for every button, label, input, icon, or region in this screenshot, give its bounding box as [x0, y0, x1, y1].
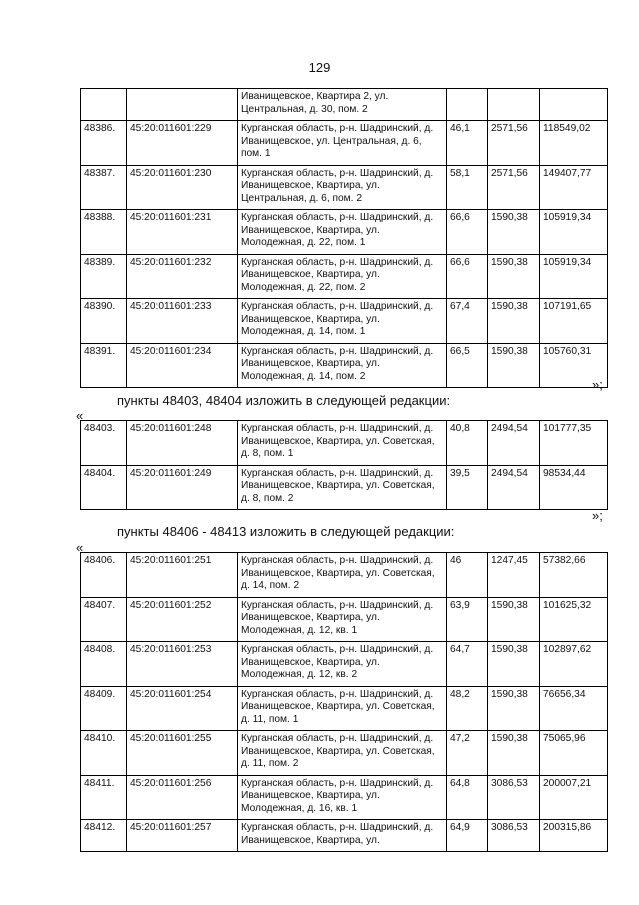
table-row — [81, 121, 608, 166]
table-row — [81, 299, 608, 344]
address: Курганская область, р-н. Шадринский, д. Иванищевское, ул. Центральная, д. 6, пом. 1 — [238, 121, 447, 166]
table-row — [81, 254, 608, 299]
unit-price: 2494,54 — [488, 465, 540, 510]
cadastral-number: 45:20:011601:257 — [127, 820, 238, 852]
cadastral-number: 45:20:011601:249 — [127, 465, 238, 510]
total-value: 102897,62 — [540, 642, 608, 687]
unit-price: 1590,38 — [488, 299, 540, 344]
row-number: 48410. — [81, 731, 127, 776]
closing-quote: »; — [592, 377, 603, 392]
area: 48,2 — [447, 686, 488, 731]
total-value: 57382,66 — [540, 553, 608, 598]
total-value: 118549,02 — [540, 121, 608, 166]
cadastral-number — [127, 89, 238, 121]
cadastral-number: 45:20:011601:256 — [127, 775, 238, 820]
row-number: 48412. — [81, 820, 127, 852]
row-number: 48389. — [81, 254, 127, 299]
address: Курганская область, р-н. Шадринский, д. Иванищевское, Квартира, ул. Молодежная, д. 22, пом. 1 — [238, 210, 447, 255]
unit-price: 3086,53 — [488, 820, 540, 852]
property-table-1 — [80, 88, 608, 388]
area: 64,7 — [447, 642, 488, 687]
table-row — [81, 642, 608, 687]
address: Курганская область, р-н. Шадринский, д. Иванищевское, Квартира, ул. Советская, д. 14, пом. 2 — [238, 553, 447, 598]
total-value: 105919,34 — [540, 254, 608, 299]
unit-price: 1247,45 — [488, 553, 540, 598]
address: Курганская область, р-н. Шадринский, д. Иванищевское, Квартира, ул. Центральная, д. 6, пом. 2 — [238, 165, 447, 210]
cadastral-number: 45:20:011601:252 — [127, 597, 238, 642]
cadastral-number: 45:20:011601:233 — [127, 299, 238, 344]
cadastral-number: 45:20:011601:255 — [127, 731, 238, 776]
table-row — [81, 89, 608, 121]
address: Курганская область, р-н. Шадринский, д. Иванищевское, Квартира, ул. Советская, д. 8, пом. 1 — [238, 421, 447, 466]
address: Курганская область, р-н. Шадринский, д. Иванищевское, Квартира, ул. Молодежная, д. 16, кв. 1 — [238, 775, 447, 820]
address: Курганская область, р-н. Шадринский, д. Иванищевское, Квартира, ул. Молодежная, д. 12, кв. 1 — [238, 597, 447, 642]
area: 66,5 — [447, 343, 488, 388]
area: 63,9 — [447, 597, 488, 642]
property-table-2 — [80, 420, 608, 510]
row-number: 48409. — [81, 686, 127, 731]
cadastral-number: 45:20:011601:230 — [127, 165, 238, 210]
row-number: 48391. — [81, 343, 127, 388]
table-row — [81, 465, 608, 510]
address: Курганская область, р-н. Шадринский, д. Иванищевское, Квартира, ул. Советская, д. 8, пом. 2 — [238, 465, 447, 510]
total-value: 105760,31 — [540, 343, 608, 388]
opening-quote: « — [76, 408, 84, 423]
address: Курганская область, р-н. Шадринский, д. Иванищевское, Квартира, ул. — [238, 820, 447, 852]
property-table-3 — [80, 552, 608, 852]
table-row — [81, 686, 608, 731]
address: Курганская область, р-н. Шадринский, д. Иванищевское, Квартира, ул. Молодежная, д. 14, пом. 1 — [238, 299, 447, 344]
unit-price: 1590,38 — [488, 254, 540, 299]
unit-price — [488, 89, 540, 121]
total-value: 200007,21 — [540, 775, 608, 820]
unit-price: 2571,56 — [488, 121, 540, 166]
row-number: 48403. — [81, 421, 127, 466]
closing-quote: »; — [592, 508, 603, 523]
table-row — [81, 775, 608, 820]
cadastral-number: 45:20:011601:229 — [127, 121, 238, 166]
table-row — [81, 343, 608, 388]
cadastral-number: 45:20:011601:251 — [127, 553, 238, 598]
table-row — [81, 165, 608, 210]
table-row — [81, 597, 608, 642]
total-value: 101625,32 — [540, 597, 608, 642]
area: 58,1 — [447, 165, 488, 210]
address: Курганская область, р-н. Шадринский, д. Иванищевское, Квартира, ул. Советская, д. 11, пом. 2 — [238, 731, 447, 776]
unit-price: 1590,38 — [488, 731, 540, 776]
row-number: 48387. — [81, 165, 127, 210]
page-number: 129 — [308, 60, 331, 75]
area: 39,5 — [447, 465, 488, 510]
unit-price: 2571,56 — [488, 165, 540, 210]
total-value: 101777,35 — [540, 421, 608, 466]
total-value: 75065,96 — [540, 731, 608, 776]
total-value: 76656,34 — [540, 686, 608, 731]
row-number — [81, 89, 127, 121]
table-row — [81, 731, 608, 776]
cadastral-number: 45:20:011601:254 — [127, 686, 238, 731]
area: 64,9 — [447, 820, 488, 852]
unit-price: 1590,38 — [488, 210, 540, 255]
area — [447, 89, 488, 121]
total-value: 98534,44 — [540, 465, 608, 510]
address: Курганская область, р-н. Шадринский, д. Иванищевское, Квартира, ул. Молодежная, д. 22, пом. 2 — [238, 254, 447, 299]
total-value: 149407,77 — [540, 165, 608, 210]
area: 40,8 — [447, 421, 488, 466]
row-number: 48390. — [81, 299, 127, 344]
row-number: 48406. — [81, 553, 127, 598]
table-row — [81, 421, 608, 466]
cadastral-number: 45:20:011601:234 — [127, 343, 238, 388]
unit-price: 1590,38 — [488, 343, 540, 388]
row-number: 48411. — [81, 775, 127, 820]
row-number: 48386. — [81, 121, 127, 166]
cadastral-number: 45:20:011601:232 — [127, 254, 238, 299]
cadastral-number: 45:20:011601:253 — [127, 642, 238, 687]
unit-price: 3086,53 — [488, 775, 540, 820]
unit-price: 1590,38 — [488, 642, 540, 687]
table-row — [81, 210, 608, 255]
cadastral-number: 45:20:011601:248 — [127, 421, 238, 466]
row-number: 48404. — [81, 465, 127, 510]
row-number: 48408. — [81, 642, 127, 687]
address: Курганская область, р-н. Шадринский, д. Иванищевское, Квартира, ул. Советская, д. 11, пом. 1 — [238, 686, 447, 731]
table-row — [81, 820, 608, 852]
cadastral-number: 45:20:011601:231 — [127, 210, 238, 255]
total-value — [540, 89, 608, 121]
address: Курганская область, р-н. Шадринский, д. Иванищевское, Квартира, ул. Молодежная, д. 12, кв. 2 — [238, 642, 447, 687]
total-value: 200315,86 — [540, 820, 608, 852]
row-number: 48388. — [81, 210, 127, 255]
area: 67,4 — [447, 299, 488, 344]
total-value: 105919,34 — [540, 210, 608, 255]
area: 66,6 — [447, 254, 488, 299]
area: 46,1 — [447, 121, 488, 166]
area: 64,8 — [447, 775, 488, 820]
address: Иванищевское, Квартира 2, ул. Центральная, д. 30, пом. 2 — [238, 89, 447, 121]
instruction-text: пункты 48406 - 48413 изложить в следующей редакции: — [117, 524, 455, 539]
unit-price: 1590,38 — [488, 597, 540, 642]
row-number: 48407. — [81, 597, 127, 642]
total-value: 107191,65 — [540, 299, 608, 344]
unit-price: 1590,38 — [488, 686, 540, 731]
area: 47,2 — [447, 731, 488, 776]
unit-price: 2494,54 — [488, 421, 540, 466]
table-row — [81, 553, 608, 598]
opening-quote: « — [76, 540, 84, 555]
instruction-text: пункты 48403, 48404 изложить в следующей редакции: — [117, 393, 451, 408]
address: Курганская область, р-н. Шадринский, д. Иванищевское, Квартира, ул. Молодежная, д. 14, пом. 2 — [238, 343, 447, 388]
area: 46 — [447, 553, 488, 598]
area: 66,6 — [447, 210, 488, 255]
